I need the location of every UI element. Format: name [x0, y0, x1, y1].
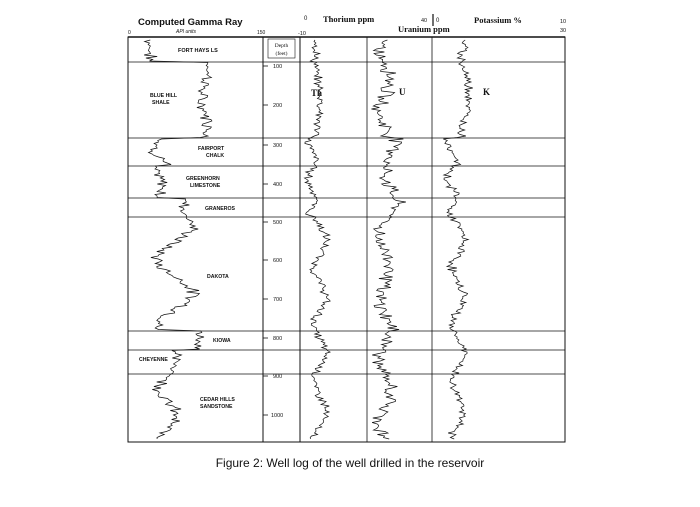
formation-label: CEDAR HILLS: [200, 397, 235, 403]
uranium-scale-left: 0: [436, 18, 440, 24]
formation-label: KIOWA: [213, 338, 231, 344]
formation-label: CHEYENNE: [139, 357, 168, 363]
formation-label: SANDSTONE: [200, 404, 233, 410]
depth-tick-label: 600: [273, 258, 283, 264]
formation-labels: [139, 48, 236, 410]
depth-tick-label: 100: [273, 64, 283, 70]
thorium-scale-left: -10: [298, 31, 306, 37]
figure-caption: Figure 2: Well log of the well drilled in the reservoir: [215, 456, 485, 470]
log-border: [128, 37, 565, 442]
depth-tick-label: 400: [273, 182, 283, 188]
depth-tick-label: 500: [273, 220, 283, 226]
depth-tick-label: 1000: [271, 413, 284, 419]
depth-tick-label: 900: [273, 374, 283, 380]
depth-header: Depth: [274, 43, 289, 49]
formation-label: GREENHORN: [186, 176, 220, 182]
thorium-zero: 0: [304, 16, 308, 22]
depth-scale: [263, 64, 283, 419]
potassium-curve: [443, 40, 473, 439]
potassium-track-label: K: [483, 87, 491, 97]
formation-label: CHALK: [206, 153, 225, 159]
formation-label: LIMESTONE: [190, 183, 221, 189]
formation-label: GRANEROS: [205, 206, 235, 212]
potassium-title: Potassium %: [474, 15, 522, 25]
log-curves: [144, 40, 473, 439]
depth-header-units: (feet): [275, 51, 288, 57]
gamma-scale-max: 150: [257, 30, 266, 36]
potassium-scale-top: 10: [560, 19, 567, 25]
thorium-scale-right: 40: [421, 18, 428, 24]
thorium-title: Thorium ppm: [323, 14, 375, 24]
gamma-scale-min: 0: [128, 30, 131, 36]
formation-label: FORT HAYS LS: [178, 48, 218, 54]
gamma-ray-units: API units: [176, 29, 197, 35]
formation-boundaries: [128, 62, 565, 374]
formation-label: SHALE: [152, 100, 170, 106]
uranium-title: Uranium ppm: [398, 24, 450, 34]
uranium-track-label: U: [399, 87, 406, 97]
formation-label: DAKOTA: [207, 274, 229, 280]
formation-label: FAIRPORT: [198, 146, 225, 152]
thorium-curve: [305, 40, 331, 439]
gamma-ray-title: Computed Gamma Ray: [138, 17, 243, 28]
depth-tick-label: 800: [273, 336, 283, 342]
thorium-track-label: Th: [311, 88, 323, 98]
potassium-scale-bottom: 30: [560, 28, 567, 34]
formation-label: BLUE HILL: [150, 93, 178, 99]
uranium-curve: [371, 40, 406, 439]
depth-tick-label: 300: [273, 143, 283, 149]
depth-tick-label: 700: [273, 297, 283, 303]
depth-tick-label: 200: [273, 103, 283, 109]
track-frame: [128, 37, 565, 442]
